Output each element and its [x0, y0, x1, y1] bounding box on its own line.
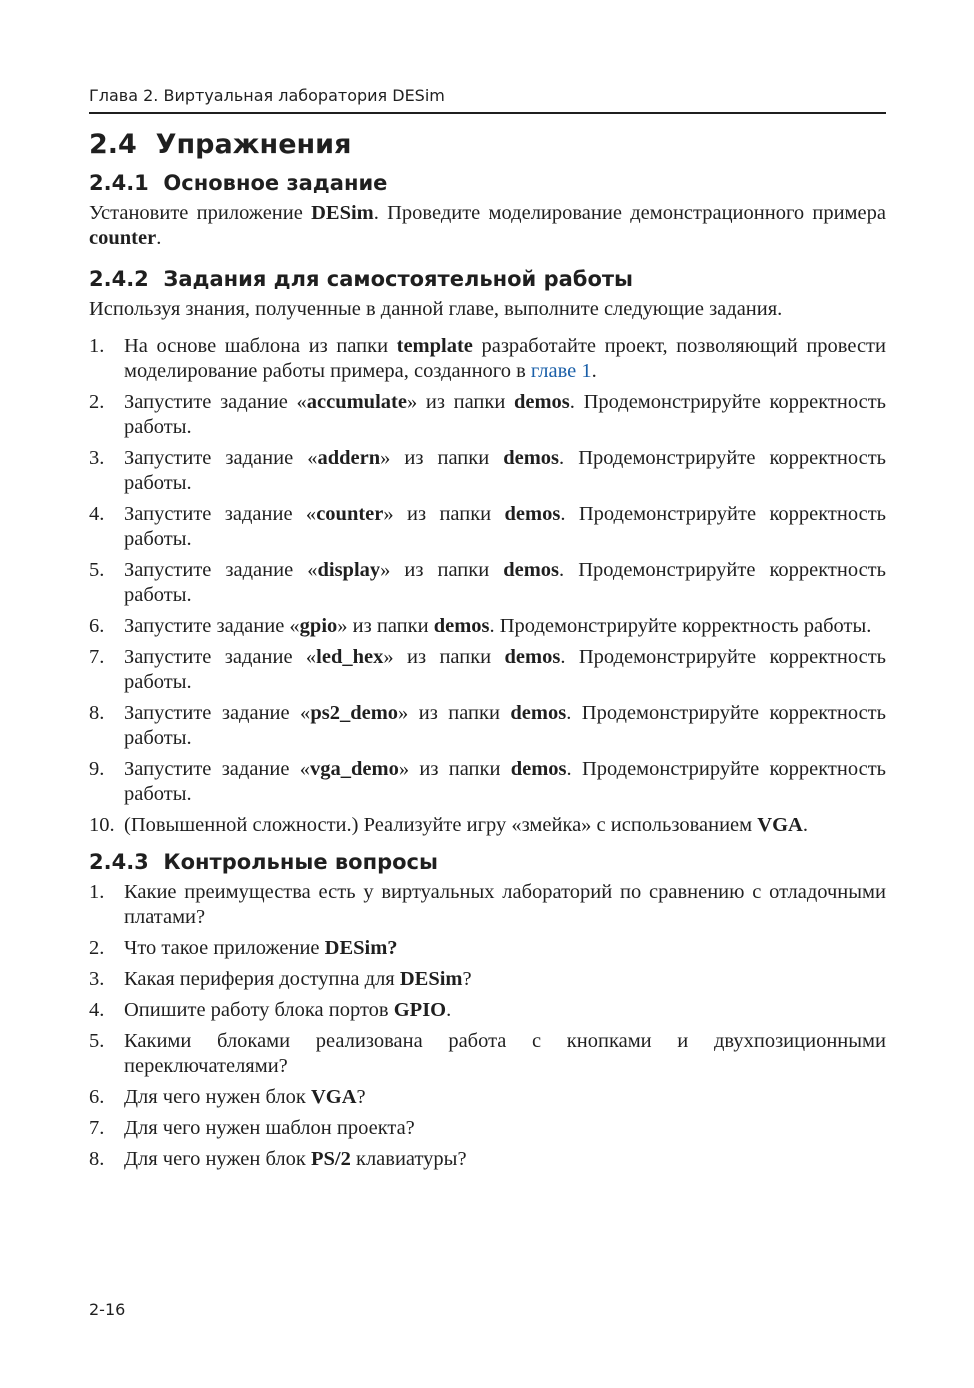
header-rule [89, 112, 886, 114]
subsection-number: 2.4.1 [89, 171, 149, 195]
folder-name: demos [510, 702, 567, 724]
text: Какая периферия доступна для [124, 968, 400, 990]
folder-name: demos [503, 559, 560, 581]
text: ? [462, 968, 472, 990]
main-task-paragraph [89, 201, 886, 251]
list-item [89, 558, 886, 608]
item-number: 2. [89, 937, 105, 959]
text: . Продемонстрируйте корректность работы. [124, 391, 887, 438]
section-number: 2.4 [89, 129, 137, 160]
text: Какими блоками реализована работа с кнопками и двухпозиционными переключателями? [124, 1030, 886, 1077]
list-item [89, 390, 886, 440]
text: Для чего нужен шаблон проекта? [124, 1117, 415, 1139]
item-number: 4. [89, 503, 105, 525]
text: (Повышенной сложности.) Реализуйте игру «змейка» с использованием [124, 814, 758, 836]
list-item [89, 334, 886, 384]
questions-list [89, 880, 886, 1172]
folder-name: demos [433, 615, 490, 637]
text: » из папки [337, 615, 434, 637]
folder-name: template [396, 335, 473, 357]
page-number: 2-16 [89, 1300, 126, 1319]
subsection-title: Основное задание [163, 171, 388, 195]
item-number: 1. [89, 335, 105, 357]
folder-name: demos [513, 391, 570, 413]
subsection-heading-2 [89, 265, 886, 293]
example-name: counter [89, 227, 157, 249]
running-header: Глава 2. Виртуальная лаборатория DESim [89, 86, 445, 105]
text: . [591, 360, 597, 382]
text: . Продемонстрируйте корректность работы. [124, 646, 886, 693]
subsection-number: 2.4.3 [89, 850, 149, 874]
item-number: 3. [89, 968, 105, 990]
text: . Продемонстрируйте корректность работы. [124, 447, 886, 494]
item-number: 8. [89, 1148, 105, 1170]
text: . Продемонстрируйте корректность работы. [124, 559, 886, 606]
text: клавиатуры? [350, 1148, 467, 1170]
list-item [89, 446, 886, 496]
subsection-heading-1 [89, 169, 886, 197]
item-number: 3. [89, 447, 105, 469]
item-number: 7. [89, 646, 105, 668]
text: Запустите задание « [124, 615, 300, 637]
list-item [89, 1029, 886, 1079]
tasks-list [89, 334, 886, 838]
text: . [802, 814, 808, 836]
item-number: 7. [89, 1117, 105, 1139]
text: Запустите задание « [124, 503, 317, 525]
list-item [89, 645, 886, 695]
task-name: gpio [299, 615, 338, 637]
list-item [89, 880, 886, 930]
folder-name: demos [503, 447, 560, 469]
task-name: ps2_demo [310, 702, 399, 724]
term: GPIO [393, 999, 447, 1021]
term: DESim [399, 968, 463, 990]
subsection-heading-3 [89, 848, 886, 876]
text: . [156, 227, 162, 249]
task-name: vga_demo [310, 758, 399, 780]
text: » из папки [398, 758, 511, 780]
item-number: 1. [89, 881, 105, 903]
text: . Проведите моделирование демонстрационного примера [373, 202, 886, 224]
chapter-link[interactable]: главе 1 [530, 360, 592, 382]
list-item [89, 998, 886, 1023]
subsection-title: Задания для самостоятельной работы [163, 267, 634, 291]
task-name: display [317, 559, 381, 581]
list-item [89, 757, 886, 807]
section-title: Упражнения [155, 129, 352, 160]
item-number: 2. [89, 391, 105, 413]
tasks-intro: Используя знания, полученные в данной главе, выполните следующие задания. [89, 298, 783, 320]
task-name: addern [317, 447, 381, 469]
text: » из папки [406, 391, 514, 413]
text: » из папки [380, 559, 504, 581]
task-name: accumulate [306, 391, 407, 413]
subsection-number: 2.4.2 [89, 267, 149, 291]
text: Для чего нужен блок [124, 1148, 311, 1170]
subsection-title: Контрольные вопросы [163, 850, 438, 874]
list-item [89, 1147, 886, 1172]
item-number: 5. [89, 1030, 105, 1052]
item-number: 4. [89, 999, 105, 1021]
item-number: 8. [89, 702, 105, 724]
section-heading [89, 128, 886, 162]
text: » из папки [398, 702, 511, 724]
item-number: 6. [89, 1086, 105, 1108]
text: Установите приложение [89, 202, 312, 224]
list-item [89, 813, 886, 838]
folder-name: demos [504, 503, 561, 525]
text: На основе шаблона из папки [124, 335, 397, 357]
text: » из папки [380, 447, 504, 469]
text: Запустите задание « [124, 559, 318, 581]
text: . Продемонстрируйте корректность работы. [124, 503, 886, 550]
text: Запустите задание « [124, 391, 307, 413]
text: . Продемонстрируйте корректность работы. [124, 758, 887, 805]
text: Запустите задание « [124, 702, 311, 724]
text: . Продемонстрируйте корректность работы. [489, 615, 872, 637]
term: VGA [310, 1086, 357, 1108]
text: Что такое приложение [124, 937, 325, 959]
text: Запустите задание « [124, 646, 317, 668]
app-name: DESim [311, 202, 374, 224]
text: Запустите задание « [124, 758, 310, 780]
term: VGA [757, 814, 803, 836]
list-item [89, 1116, 886, 1141]
list-item [89, 936, 886, 961]
item-number: 5. [89, 559, 105, 581]
list-item [89, 614, 886, 639]
term: DESim? [324, 937, 398, 959]
text: Запустите задание « [124, 447, 318, 469]
task-name: counter [316, 503, 384, 525]
folder-name: demos [510, 758, 567, 780]
item-number: 6. [89, 615, 105, 637]
text: Какие преимущества есть у виртуальных лабораторий по сравнению с отладочными платами? [124, 881, 886, 928]
task-name: led_hex [316, 646, 384, 668]
text: Опишите работу блока портов [124, 999, 394, 1021]
text: . Продемонстрируйте корректность работы. [124, 702, 886, 749]
list-item [89, 502, 886, 552]
text: » из папки [383, 646, 505, 668]
text: разработайте проект, позволяющий провести моделирование работы примера, созданного в [124, 335, 886, 382]
text: ? [356, 1086, 366, 1108]
term: PS/2 [310, 1148, 351, 1170]
folder-name: demos [504, 646, 561, 668]
item-number: 10. [89, 814, 115, 836]
item-number: 9. [89, 758, 105, 780]
text: . [446, 999, 452, 1021]
list-item [89, 701, 886, 751]
text: » из папки [383, 503, 505, 525]
text: Для чего нужен блок [124, 1086, 311, 1108]
list-item [89, 1085, 886, 1110]
list-item [89, 967, 886, 992]
